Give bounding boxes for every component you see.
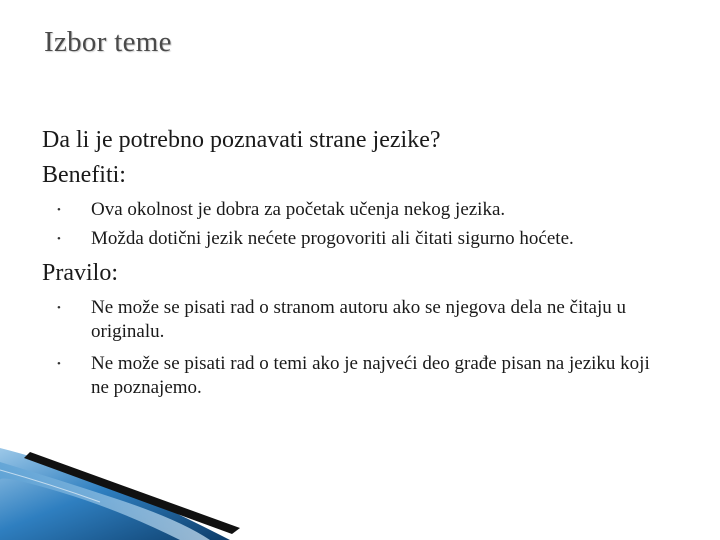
benefits-heading: Benefiti: (42, 162, 126, 188)
rule-heading: Pravilo: (42, 260, 118, 286)
rule-text: Ne može se pisati rad o temi ako je najveći deo građe pisan na jeziku koji ne poznajemo. (91, 353, 650, 398)
slide-title: Izbor teme (44, 26, 172, 58)
question-line: Da li je potrebno poznavati strane jezike? (42, 127, 441, 153)
benefit-text: Ova okolnost je dobra za početak učenja nekog jezika. (91, 199, 506, 220)
bullet-icon: • (57, 204, 61, 216)
bullet-icon: • (57, 302, 61, 314)
benefit-text: Možda dotični jezik nećete progovoriti ali čitati sigurno hoćete. (91, 228, 574, 249)
corner-wave-decoration (0, 440, 720, 540)
rule-text: Ne može se pisati rad o stranom autoru ako se njegova dela ne čitaju u originalu. (91, 297, 626, 342)
bullet-icon: • (57, 233, 61, 245)
bullet-icon: • (57, 358, 61, 370)
